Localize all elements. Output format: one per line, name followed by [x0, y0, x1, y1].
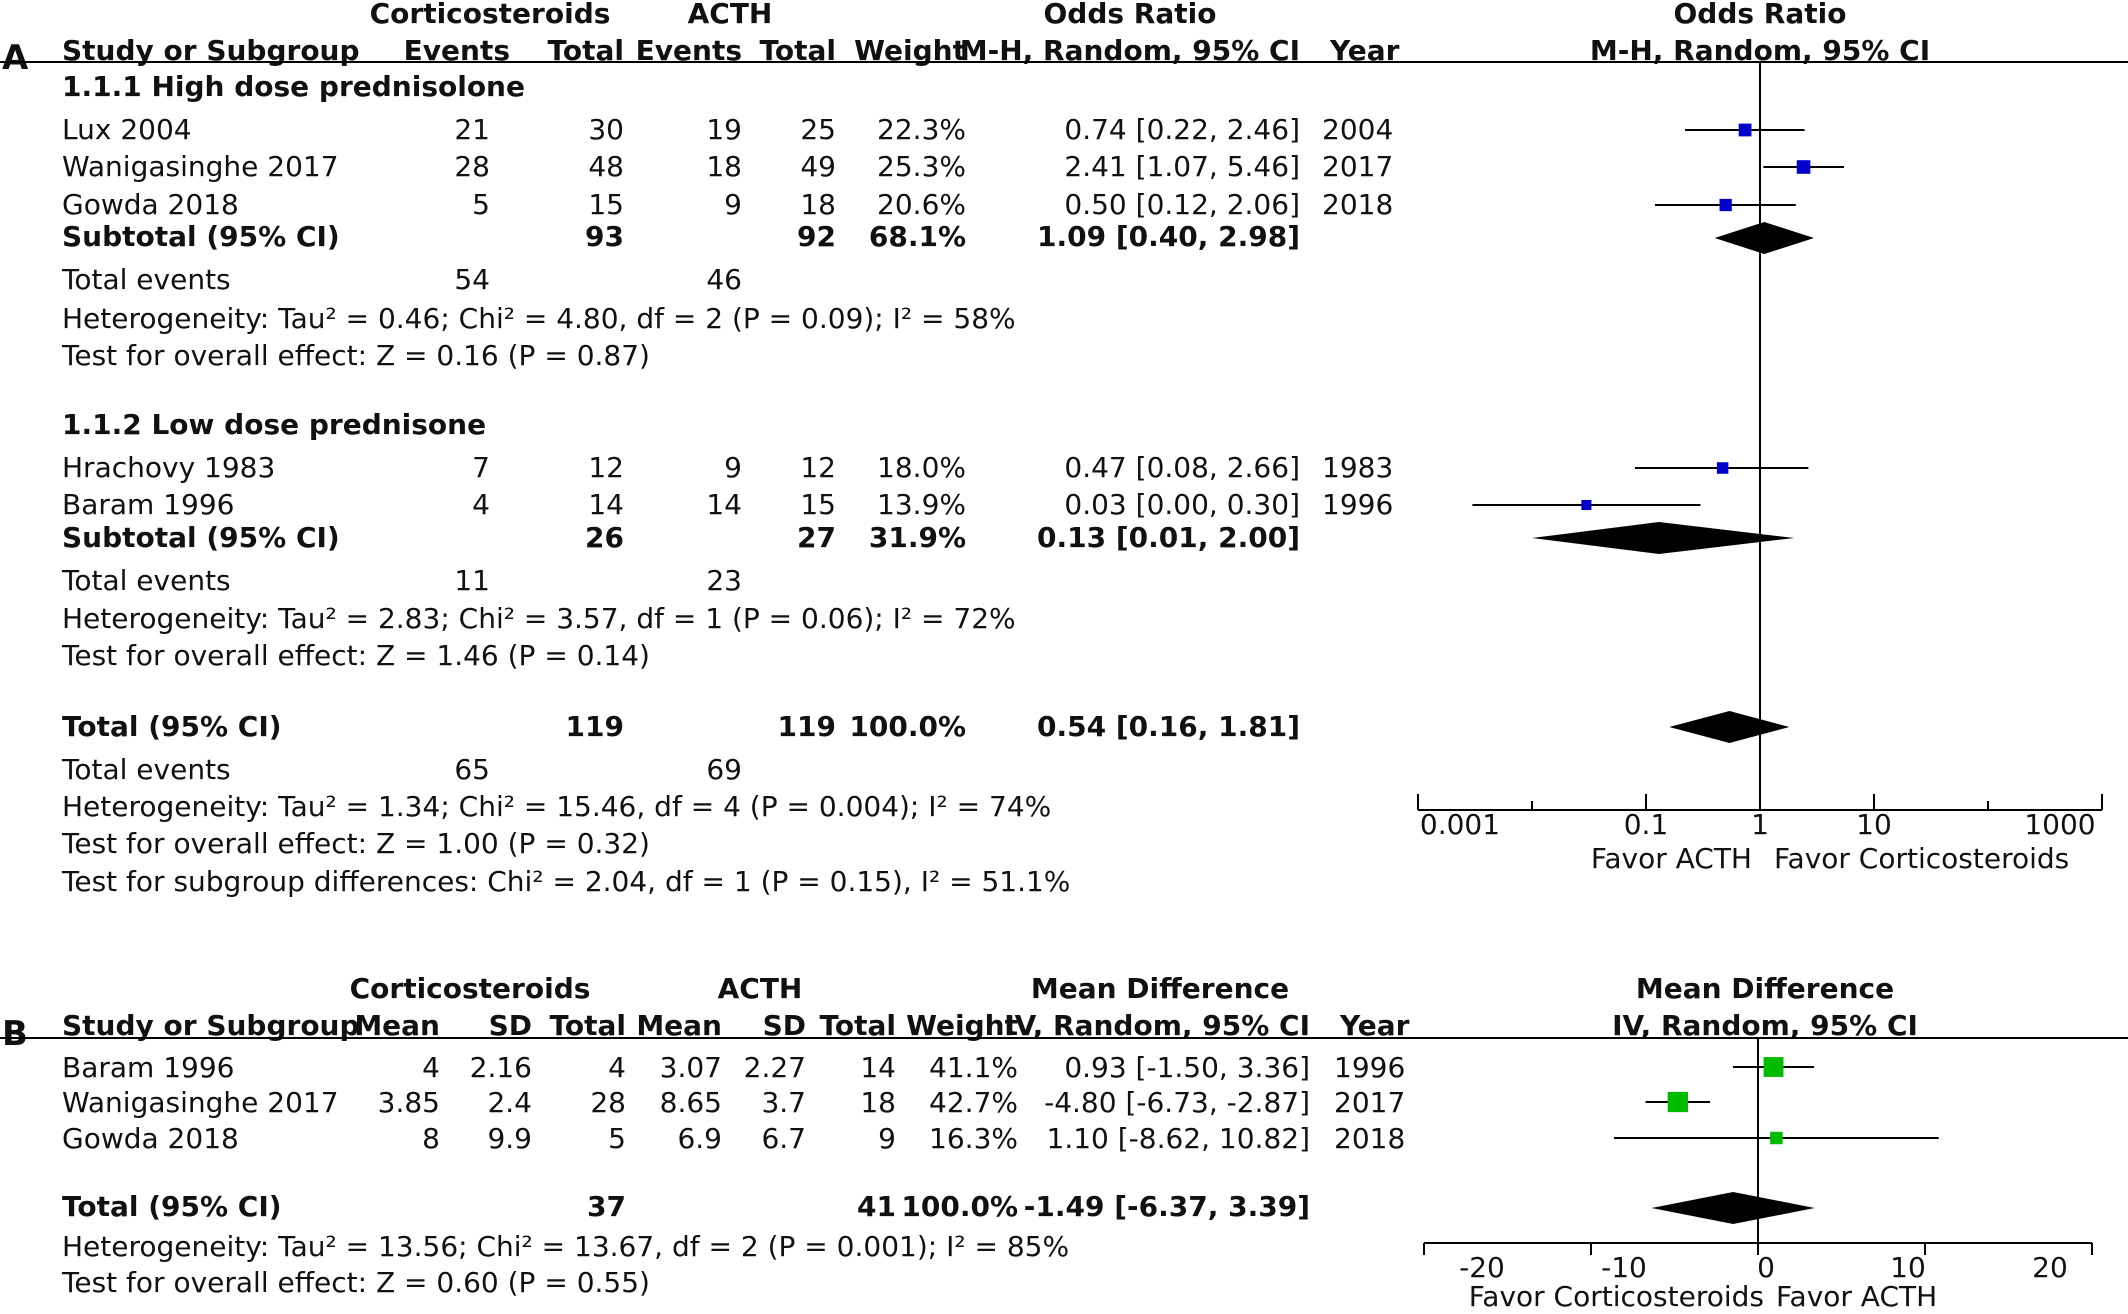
- study-ci: 2.41 [1.07, 5.46]: [1064, 150, 1300, 183]
- study-sd-2: 3.7: [761, 1086, 806, 1119]
- study-name: Lux 2004: [62, 113, 192, 146]
- study-year: 1996: [1334, 1051, 1406, 1084]
- panel-label-b: B: [2, 1014, 28, 1054]
- or-header-title: Odds Ratio: [1043, 0, 1217, 30]
- col-year: Year: [1340, 1009, 1410, 1042]
- study-weight: 13.9%: [877, 488, 966, 521]
- study-name: Gowda 2018: [62, 1122, 239, 1155]
- axis-tick-label: 10: [1856, 808, 1892, 841]
- heterogeneity-text: Heterogeneity: Tau² = 1.34; Chi² = 15.46, df = 4 (P = 0.004); I² = 74%: [62, 790, 1052, 823]
- study-events-2: 9: [724, 188, 742, 221]
- favor-left-label: Favor Corticosteroids: [1468, 1280, 1764, 1313]
- total-n-2: 41: [857, 1190, 896, 1223]
- total-n-1: 37: [587, 1190, 626, 1223]
- subtotal-diamond: [1532, 522, 1794, 554]
- study-total-2: 25: [800, 113, 836, 146]
- col-weight: Weight: [854, 34, 966, 67]
- plot-title: Odds Ratio: [1673, 0, 1847, 30]
- study-ci: 0.03 [0.00, 0.30]: [1064, 488, 1300, 521]
- plot-subtitle: M-H, Random, 95% CI: [1589, 34, 1931, 67]
- study-n-1: 28: [590, 1086, 626, 1119]
- study-weight: 25.3%: [877, 150, 966, 183]
- total-events-1: 11: [454, 564, 490, 597]
- plot-title: Mean Difference: [1635, 972, 1895, 1005]
- md-header-title: Mean Difference: [1030, 972, 1290, 1005]
- study-marker: [1668, 1092, 1688, 1112]
- axis-tick-label: 1000: [2024, 808, 2096, 841]
- study-total-1: 12: [588, 451, 624, 484]
- subgroup-diff-text: Test for subgroup differences: Chi² = 2.04, df = 1 (P = 0.15), I² = 51.1%: [62, 865, 1071, 898]
- study-marker: [1764, 1057, 1784, 1077]
- total-label: Total (95% CI): [62, 1190, 282, 1223]
- study-marker: [1717, 462, 1728, 473]
- favor-left-label: Favor ACTH: [1590, 842, 1752, 875]
- subtotal-diamond: [1715, 222, 1814, 254]
- favor-right-label: Favor Corticosteroids: [1774, 842, 2070, 875]
- study-n-2: 14: [860, 1051, 896, 1084]
- study-sd-2: 6.7: [761, 1122, 806, 1155]
- col-weight: Weight: [906, 1009, 1018, 1042]
- subtotal-total-2: 27: [797, 521, 836, 554]
- subgroup-1-title: 1.1.1 High dose prednisolone: [62, 70, 525, 103]
- col-total-2: Total: [819, 1009, 896, 1042]
- plot-subtitle: IV, Random, 95% CI: [1612, 1009, 1918, 1042]
- subtotal-ci: 1.09 [0.40, 2.98]: [1037, 220, 1300, 253]
- study-weight: 42.7%: [929, 1086, 1018, 1119]
- group2-header: ACTH: [687, 0, 773, 30]
- col-total-1: Total: [547, 34, 624, 67]
- study-weight: 18.0%: [877, 451, 966, 484]
- col-ci: IV, Random, 95% CI: [1004, 1009, 1310, 1042]
- study-n-1: 5: [608, 1122, 626, 1155]
- total-events-1: 65: [454, 753, 490, 786]
- study-events-2: 9: [724, 451, 742, 484]
- study-mean-2: 6.9: [677, 1122, 722, 1155]
- study-year: 2017: [1334, 1086, 1406, 1119]
- study-marker: [1581, 500, 1591, 510]
- col-ci: M-H, Random, 95% CI: [959, 34, 1300, 67]
- study-sd-1: 2.4: [487, 1086, 532, 1119]
- study-year: 2017: [1322, 150, 1394, 183]
- study-sd-1: 9.9: [487, 1122, 532, 1155]
- total-events-2: 46: [706, 263, 742, 296]
- study-sd-1: 2.16: [469, 1051, 532, 1084]
- study-ci: 0.50 [0.12, 2.06]: [1064, 188, 1300, 221]
- study-total-2: 12: [800, 451, 836, 484]
- study-n-1: 4: [608, 1051, 626, 1084]
- study-marker: [1739, 124, 1752, 137]
- col-events-1: Events: [403, 34, 510, 67]
- study-n-2: 9: [878, 1122, 896, 1155]
- study-sd-2: 2.27: [743, 1051, 806, 1084]
- study-mean-1: 8: [422, 1122, 440, 1155]
- panel-label-a: A: [2, 38, 29, 78]
- study-total-1: 15: [588, 188, 624, 221]
- study-n-2: 18: [860, 1086, 896, 1119]
- study-year: 2018: [1334, 1122, 1406, 1155]
- subtotal-total-2: 92: [797, 220, 836, 253]
- study-total-2: 49: [800, 150, 836, 183]
- study-ci: 0.74 [0.22, 2.46]: [1064, 113, 1300, 146]
- heterogeneity-text: Heterogeneity: Tau² = 13.56; Chi² = 13.67, df = 2 (P = 0.001); I² = 85%: [62, 1230, 1070, 1263]
- favor-right-label: Favor ACTH: [1776, 1280, 1938, 1313]
- total-events-2: 23: [706, 564, 742, 597]
- total-events-label: Total events: [62, 753, 231, 786]
- col-mean-2: Mean: [636, 1009, 722, 1042]
- total-events-label: Total events: [62, 564, 231, 597]
- total-diamond: [1652, 1192, 1815, 1224]
- total-weight: 100.0%: [849, 710, 966, 743]
- study-mean-2: 8.65: [659, 1086, 722, 1119]
- col-events-2: Events: [635, 34, 742, 67]
- col-total-1: Total: [549, 1009, 626, 1042]
- subtotal-label: Subtotal (95% CI): [62, 220, 340, 253]
- study-name: Wanigasinghe 2017: [62, 1086, 339, 1119]
- study-year: 1996: [1322, 488, 1394, 521]
- group1-header: Corticosteroids: [369, 0, 611, 30]
- total-weight: 100.0%: [901, 1190, 1018, 1223]
- total-ci: -1.49 [-6.37, 3.39]: [1023, 1190, 1310, 1223]
- total-total-2: 119: [777, 710, 836, 743]
- subtotal-total-1: 93: [585, 220, 624, 253]
- axis-tick-label: 0.001: [1419, 808, 1501, 841]
- study-marker: [1720, 199, 1732, 211]
- study-weight: 22.3%: [877, 113, 966, 146]
- study-events-1: 7: [472, 451, 490, 484]
- subtotal-weight: 31.9%: [868, 521, 966, 554]
- axis-tick-label: -20: [1459, 1251, 1505, 1284]
- subtotal-weight: 68.1%: [868, 220, 966, 253]
- study-weight: 41.1%: [929, 1051, 1018, 1084]
- subtotal-ci: 0.13 [0.01, 2.00]: [1037, 521, 1300, 554]
- study-ci: 0.93 [-1.50, 3.36]: [1064, 1051, 1310, 1084]
- study-events-2: 18: [706, 150, 742, 183]
- study-year: 2004: [1322, 113, 1394, 146]
- overall-effect-text: Test for overall effect: Z = 0.60 (P = 0.55): [62, 1266, 650, 1299]
- study-total-2: 15: [800, 488, 836, 521]
- subgroup-2-title: 1.1.2 Low dose prednisone: [62, 408, 487, 441]
- study-events-1: 5: [472, 188, 490, 221]
- subtotal-total-1: 26: [585, 521, 624, 554]
- study-weight: 20.6%: [877, 188, 966, 221]
- study-weight: 16.3%: [929, 1122, 1018, 1155]
- col-year: Year: [1330, 34, 1400, 67]
- study-name: Wanigasinghe 2017: [62, 150, 339, 183]
- axis-tick-label: 0: [1757, 1251, 1775, 1284]
- heterogeneity-text: Heterogeneity: Tau² = 0.46; Chi² = 4.80, df = 2 (P = 0.09); I² = 58%: [62, 302, 1016, 335]
- study-total-1: 30: [588, 113, 624, 146]
- study-events-1: 28: [454, 150, 490, 183]
- axis-tick-label: 0.1: [1623, 808, 1669, 841]
- col-sd-2: SD: [762, 1009, 806, 1042]
- study-ci: 0.47 [0.08, 2.66]: [1064, 451, 1300, 484]
- study-ci: 1.10 [-8.62, 10.82]: [1046, 1122, 1310, 1155]
- study-marker: [1797, 160, 1811, 174]
- study-name: Hrachovy 1983: [62, 451, 276, 484]
- axis-tick-label: 1: [1751, 808, 1769, 841]
- total-events-label: Total events: [62, 263, 231, 296]
- study-ci: -4.80 [-6.73, -2.87]: [1044, 1086, 1310, 1119]
- study-mean-1: 4: [422, 1051, 440, 1084]
- col-sd-1: SD: [488, 1009, 532, 1042]
- study-year: 2018: [1322, 188, 1394, 221]
- study-year: 1983: [1322, 451, 1394, 484]
- group2-header: ACTH: [717, 972, 803, 1005]
- study-events-2: 19: [706, 113, 742, 146]
- overall-effect-text: Test for overall effect: Z = 1.46 (P = 0.14): [62, 639, 650, 672]
- col-study: Study or Subgroup: [62, 34, 360, 67]
- col-total-2: Total: [759, 34, 836, 67]
- total-events-2: 69: [706, 753, 742, 786]
- study-marker: [1770, 1132, 1783, 1145]
- axis-tick-label: -10: [1601, 1251, 1647, 1284]
- heterogeneity-text: Heterogeneity: Tau² = 2.83; Chi² = 3.57, df = 1 (P = 0.06); I² = 72%: [62, 602, 1016, 635]
- study-mean-2: 3.07: [659, 1051, 722, 1084]
- group1-header: Corticosteroids: [349, 972, 591, 1005]
- study-mean-1: 3.85: [377, 1086, 440, 1119]
- total-events-1: 54: [454, 263, 490, 296]
- axis-tick-label: 10: [1890, 1251, 1926, 1284]
- study-total-1: 48: [588, 150, 624, 183]
- study-events-2: 14: [706, 488, 742, 521]
- study-total-1: 14: [588, 488, 624, 521]
- col-mean-1: Mean: [354, 1009, 440, 1042]
- total-total-1: 119: [565, 710, 624, 743]
- study-total-2: 18: [800, 188, 836, 221]
- axis-tick-label: 20: [2032, 1251, 2068, 1284]
- total-ci: 0.54 [0.16, 1.81]: [1037, 710, 1300, 743]
- subtotal-label: Subtotal (95% CI): [62, 521, 340, 554]
- total-label: Total (95% CI): [62, 710, 282, 743]
- study-events-1: 4: [472, 488, 490, 521]
- study-name: Gowda 2018: [62, 188, 239, 221]
- study-name: Baram 1996: [62, 1051, 235, 1084]
- study-events-1: 21: [454, 113, 490, 146]
- col-study: Study or Subgroup: [62, 1009, 360, 1042]
- overall-effect-text: Test for overall effect: Z = 1.00 (P = 0.32): [62, 827, 650, 860]
- study-name: Baram 1996: [62, 488, 235, 521]
- overall-effect-text: Test for overall effect: Z = 0.16 (P = 0.87): [62, 339, 650, 372]
- total-diamond: [1669, 711, 1789, 743]
